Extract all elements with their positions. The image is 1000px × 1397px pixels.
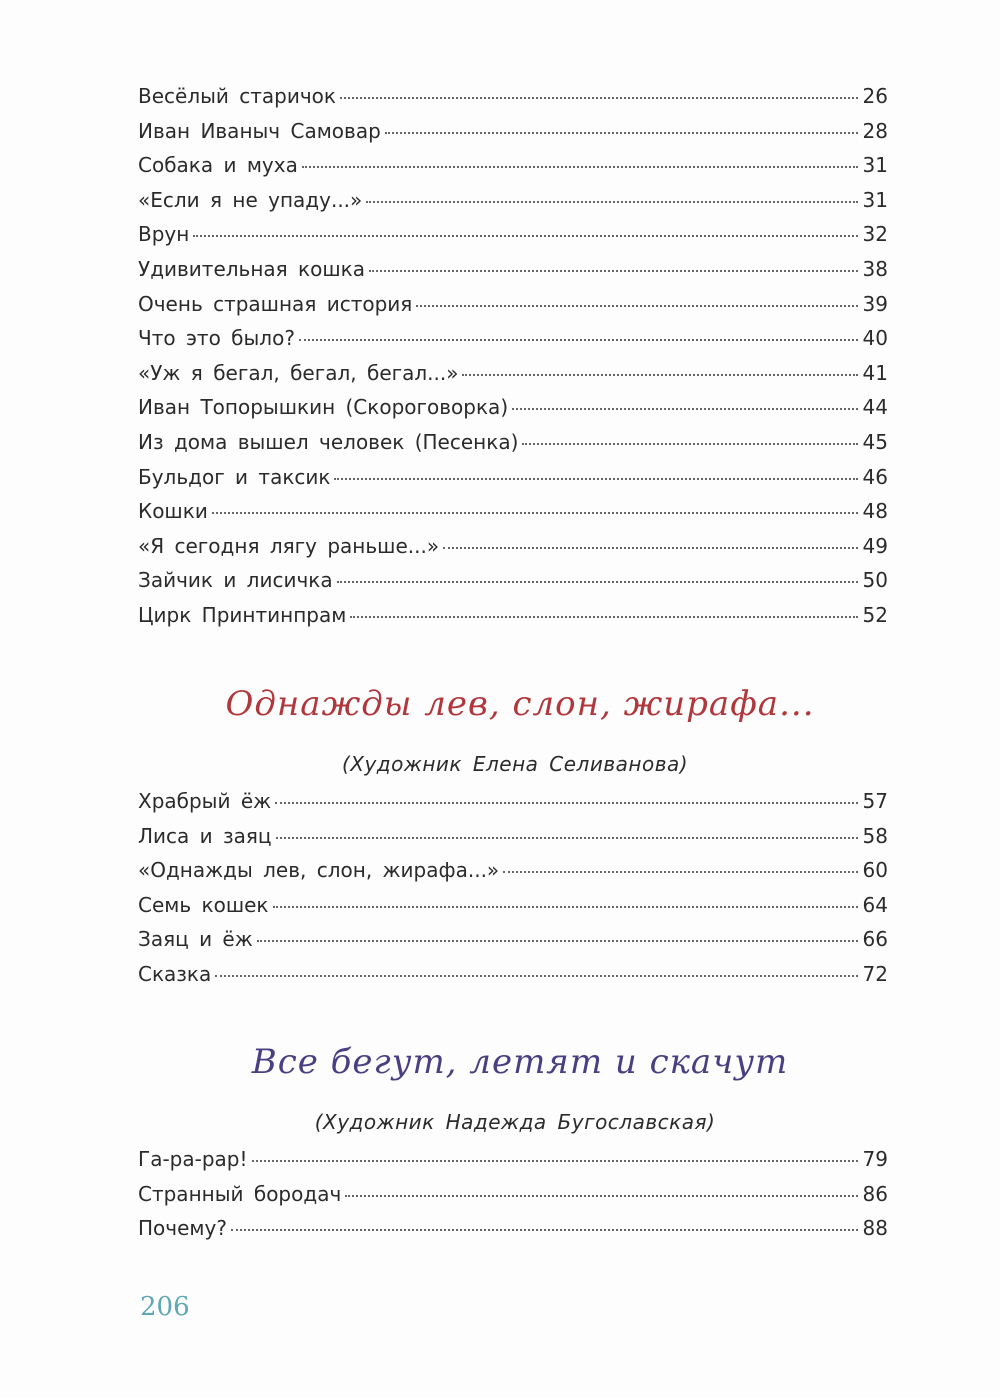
toc-entry[interactable] <box>138 292 888 327</box>
entry-page: 45 <box>862 429 888 454</box>
toc-entry[interactable] <box>138 789 888 824</box>
toc-entry[interactable] <box>138 962 888 997</box>
toc-entry[interactable] <box>138 222 888 257</box>
dot-leader <box>443 547 858 549</box>
dot-leader <box>345 1195 858 1197</box>
dot-leader <box>231 1229 858 1231</box>
entry-title: Очень страшная история <box>138 291 413 316</box>
entry-page: 79 <box>862 1147 888 1171</box>
entry-page: 31 <box>862 153 888 178</box>
entry-title: Храбрый ёж <box>138 789 272 813</box>
section-subtitle: (Художник Надежда Бугославская) <box>314 1110 716 1134</box>
toc-entry[interactable] <box>138 568 888 603</box>
dot-leader <box>522 443 858 445</box>
section-subtitle: (Художник Елена Селиванова) <box>341 752 689 776</box>
toc-entry[interactable] <box>138 326 888 361</box>
toc-entry[interactable] <box>138 430 888 465</box>
dot-leader <box>385 132 858 134</box>
toc-section-2 <box>138 789 888 997</box>
dot-leader <box>366 201 858 203</box>
toc-entry[interactable] <box>138 465 888 500</box>
entry-title: Иван Иваныч Самовар <box>138 118 381 143</box>
toc-entry[interactable] <box>138 1147 888 1182</box>
dot-leader <box>512 408 858 410</box>
dot-leader <box>416 305 858 307</box>
entry-title: «Я сегодня лягу раньше...» <box>138 533 440 558</box>
toc-section-3 <box>138 1147 888 1251</box>
entry-page: 52 <box>862 602 888 627</box>
toc-entry[interactable] <box>138 119 888 154</box>
entry-title: Странный бородач <box>138 1181 342 1206</box>
entry-page: 48 <box>862 499 888 524</box>
entry-title: Иван Топорышкин (Скороговорка) <box>138 395 509 420</box>
entry-title: Зайчик и лисичка <box>138 568 333 593</box>
entry-title: Что это было? <box>138 326 295 351</box>
entry-title: Врун <box>138 222 190 247</box>
entry-title: Кошки <box>138 499 208 524</box>
toc-entry[interactable] <box>138 361 888 396</box>
dot-leader <box>276 837 858 839</box>
toc-entry[interactable] <box>138 188 888 223</box>
entry-title: «Однажды лев, слон, жирафа...» <box>138 858 500 883</box>
entry-title: Сказка <box>138 961 212 986</box>
entry-title: Семь кошек <box>138 892 269 917</box>
dot-leader <box>350 616 858 618</box>
toc-entry[interactable] <box>138 603 888 638</box>
dot-leader <box>340 97 858 99</box>
entry-page: 31 <box>862 187 888 212</box>
dot-leader <box>193 235 858 237</box>
entry-page: 39 <box>862 291 888 316</box>
dot-leader <box>462 374 858 376</box>
toc-section-1 <box>138 84 888 638</box>
entry-page: 60 <box>862 858 888 883</box>
section-title: Все бегут, летят и скачут <box>251 1042 789 1082</box>
entry-title: Заяц и ёж <box>138 927 253 952</box>
dot-leader <box>212 512 858 514</box>
entry-title: «Если я не упаду...» <box>138 187 363 212</box>
toc-entry[interactable] <box>138 395 888 430</box>
entry-title: Цирк Принтинпрам <box>138 602 347 627</box>
toc-entry[interactable] <box>138 499 888 534</box>
entry-title: Почему? <box>138 1216 227 1241</box>
entry-page: 64 <box>862 892 888 917</box>
entry-page: 57 <box>862 789 888 813</box>
entry-title: Весёлый старичок <box>138 84 336 108</box>
section-title: Однажды лев, слон, жирафа... <box>225 684 815 724</box>
page-number: 206 <box>140 1292 190 1322</box>
dot-leader <box>302 166 858 168</box>
entry-page: 50 <box>862 568 888 593</box>
entry-title: Лиса и заяц <box>138 823 272 848</box>
dot-leader <box>252 1160 858 1162</box>
toc-entry[interactable] <box>138 1216 888 1251</box>
entry-page: 32 <box>862 222 888 247</box>
entry-page: 44 <box>862 395 888 420</box>
entry-page: 46 <box>862 464 888 489</box>
entry-page: 28 <box>862 118 888 143</box>
entry-page: 66 <box>862 927 888 952</box>
toc-entry[interactable] <box>138 257 888 292</box>
toc-entry[interactable] <box>138 153 888 188</box>
dot-leader <box>273 906 858 908</box>
entry-page: 58 <box>862 823 888 848</box>
dot-leader <box>503 871 858 873</box>
dot-leader <box>215 975 858 977</box>
entry-page: 88 <box>862 1216 888 1241</box>
entry-page: 49 <box>862 533 888 558</box>
entry-page: 40 <box>862 326 888 351</box>
toc-entry[interactable] <box>138 84 888 119</box>
dot-leader <box>334 478 858 480</box>
toc-entry[interactable] <box>138 824 888 859</box>
toc-entry[interactable] <box>138 893 888 928</box>
toc-entry[interactable] <box>138 1182 888 1217</box>
entry-page: 38 <box>862 256 888 281</box>
entry-page: 26 <box>862 84 888 108</box>
dot-leader <box>299 339 858 341</box>
dot-leader <box>257 940 858 942</box>
entry-title: Удивительная кошка <box>138 256 365 281</box>
entry-title: Бульдог и таксик <box>138 464 331 489</box>
entry-page: 41 <box>862 360 888 385</box>
entry-title: Собака и муха <box>138 153 298 178</box>
entry-title: Га-ра-рар! <box>138 1147 248 1171</box>
dot-leader <box>369 270 858 272</box>
entry-title: «Уж я бегал, бегал, бегал...» <box>138 360 459 385</box>
toc-entry[interactable] <box>138 534 888 569</box>
entry-title: Из дома вышел человек (Песенка) <box>138 429 519 454</box>
entry-page: 72 <box>862 961 888 986</box>
toc-entry[interactable] <box>138 927 888 962</box>
toc-entry[interactable] <box>138 858 888 893</box>
entry-page: 86 <box>862 1181 888 1206</box>
dot-leader <box>337 581 858 583</box>
dot-leader <box>275 802 858 804</box>
